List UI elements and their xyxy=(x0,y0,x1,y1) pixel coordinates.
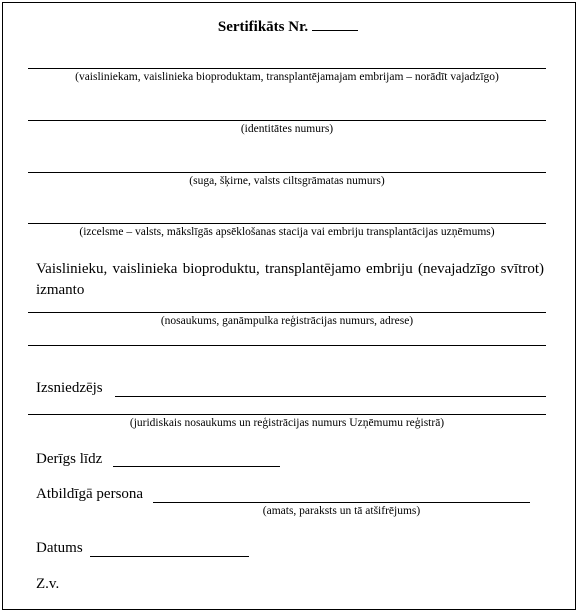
origin-line[interactable] xyxy=(28,223,546,224)
responsible-person-caption: (amats, paraksts un tā atšifrējums) xyxy=(262,505,421,517)
seal-label: Z.v. xyxy=(36,576,60,592)
certificate-title xyxy=(0,16,576,36)
valid-until-line[interactable] xyxy=(113,466,280,467)
date-line[interactable] xyxy=(90,556,249,557)
user-details-line-2[interactable] xyxy=(28,345,546,346)
responsible-person-line[interactable] xyxy=(153,502,530,503)
issuer-line[interactable] xyxy=(115,396,546,397)
title-text: Sertifikāts Nr. xyxy=(217,19,309,35)
subject-type-caption: (vaisliniekam, vaislinieka bioproduktam, transplantējamajam embrijam – norādīt vajadzīgo) xyxy=(75,71,499,83)
usage-text: Vaislinieku, vaislinieka bioproduktu, transplantējamo embriju (nevajadzīgo svītrot) izmanto xyxy=(36,261,544,298)
issuer-label: Izsniedzējs xyxy=(36,380,103,396)
species-breed-caption: (suga, šķirne, valsts ciltsgrāmatas numurs) xyxy=(189,175,385,187)
subject-type-line[interactable] xyxy=(28,68,546,69)
date-label: Datums xyxy=(36,540,83,556)
user-details-line[interactable] xyxy=(28,312,546,313)
origin-caption: (izcelsme – valsts, mākslīgās apsēklošanas stacija vai embriju transplantācijas uzņēmums) xyxy=(79,226,495,238)
identity-number-caption: (identitātes numurs) xyxy=(240,123,334,135)
user-details-caption: (nosaukums, ganāmpulka reģistrācijas numurs, adrese) xyxy=(160,315,414,327)
responsible-person-label: Atbildīgā persona xyxy=(36,486,144,502)
certificate-frame xyxy=(2,2,576,610)
issuer-caption: (juridiskais nosaukums un reģistrācijas numurs Uzņēmumu reģistrā) xyxy=(129,417,445,429)
species-breed-line[interactable] xyxy=(28,172,546,173)
identity-number-line[interactable] xyxy=(28,120,546,121)
valid-until-label: Derīgs līdz xyxy=(36,451,103,467)
issuer-registration-line[interactable] xyxy=(28,414,546,415)
certificate-number-blank[interactable] xyxy=(312,16,358,31)
